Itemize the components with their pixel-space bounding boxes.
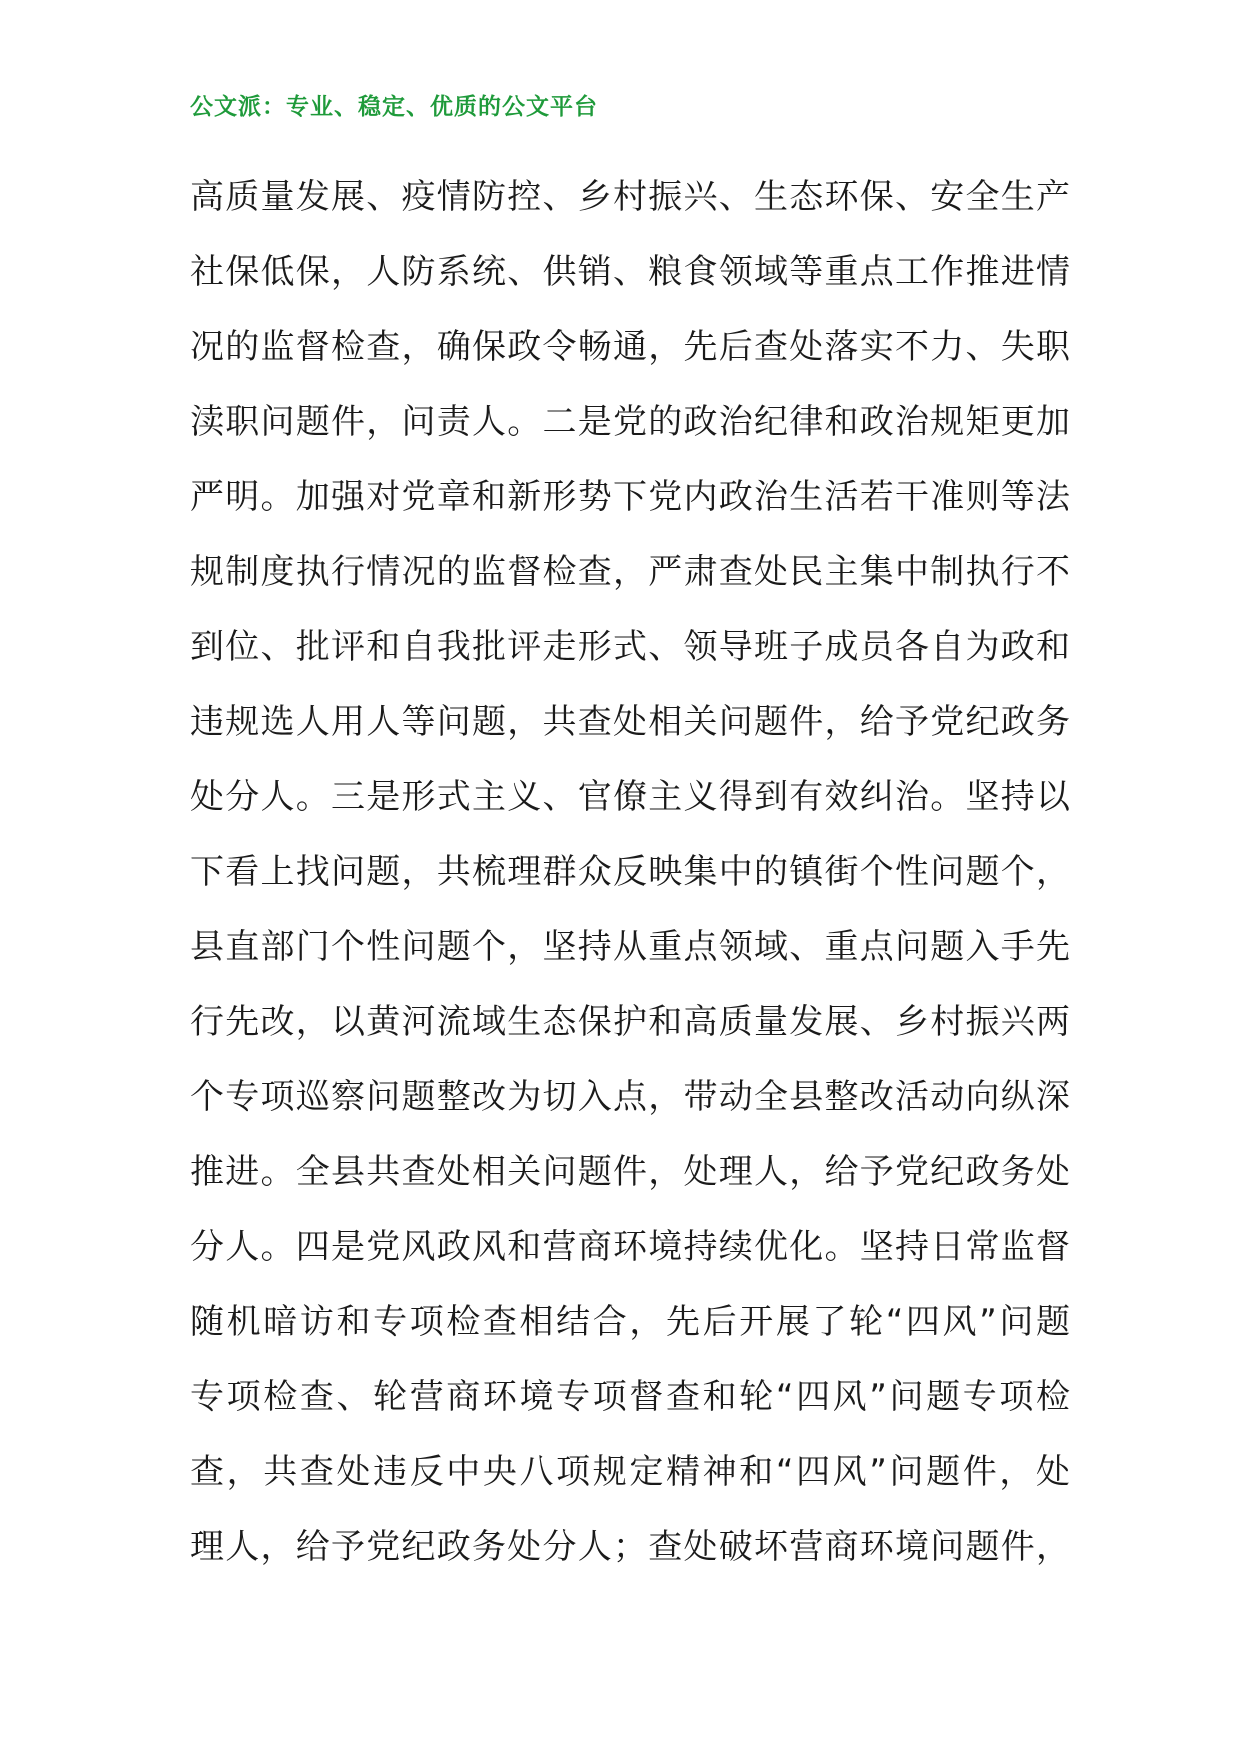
text-line: 个专项巡察问题整改为切入点，带动全县整改活动向纵深 <box>190 1077 1070 1117</box>
text-line: 下看上找问题，共梳理群众反映集中的镇街个性问题个， <box>190 852 1070 892</box>
text-line: 处分人。三是形式主义、官僚主义得到有效纠治。坚持以 <box>190 777 1070 817</box>
text-line: 随机暗访和专项检查相结合，先后开展了轮“四风”问题 <box>190 1302 1070 1342</box>
text-line: 况的监督检查，确保政令畅通，先后查处落实不力、失职 <box>190 327 1070 367</box>
body-paragraph <box>190 166 1070 1591</box>
text-line: 分人。四是党风政风和营商环境持续优化。坚持日常监督 <box>190 1227 1070 1267</box>
text-line: 查，共查处违反中央八项规定精神和“四风”问题件，处 <box>190 1452 1070 1492</box>
text-line: 专项检查、轮营商环境专项督查和轮“四风”问题专项检 <box>190 1377 1070 1417</box>
text-line: 高质量发展、疫情防控、乡村振兴、生态环保、安全生产 <box>190 177 1070 217</box>
text-line: 到位、批评和自我批评走形式、领导班子成员各自为政和 <box>190 627 1070 667</box>
text-line: 县直部门个性问题个，坚持从重点领域、重点问题入手先 <box>190 927 1070 967</box>
site-banner: 公文派：专业、稳定、优质的公文平台 <box>190 94 598 120</box>
text-line: 渎职问题件，问责人。二是党的政治纪律和政治规矩更加 <box>190 402 1070 442</box>
text-line: 理人，给予党纪政务处分人；查处破坏营商环境问题件， <box>190 1527 1070 1567</box>
text-line: 推进。全县共查处相关问题件，处理人，给予党纪政务处 <box>190 1152 1070 1192</box>
text-line: 社保低保，人防系统、供销、粮食领域等重点工作推进情 <box>190 252 1070 292</box>
text-line: 严明。加强对党章和新形势下党内政治生活若干准则等法 <box>190 477 1070 517</box>
text-line: 规制度执行情况的监督检查，严肃查处民主集中制执行不 <box>190 552 1070 592</box>
text-line: 行先改，以黄河流域生态保护和高质量发展、乡村振兴两 <box>190 1002 1070 1042</box>
text-line: 违规选人用人等问题，共查处相关问题件，给予党纪政务 <box>190 702 1070 742</box>
